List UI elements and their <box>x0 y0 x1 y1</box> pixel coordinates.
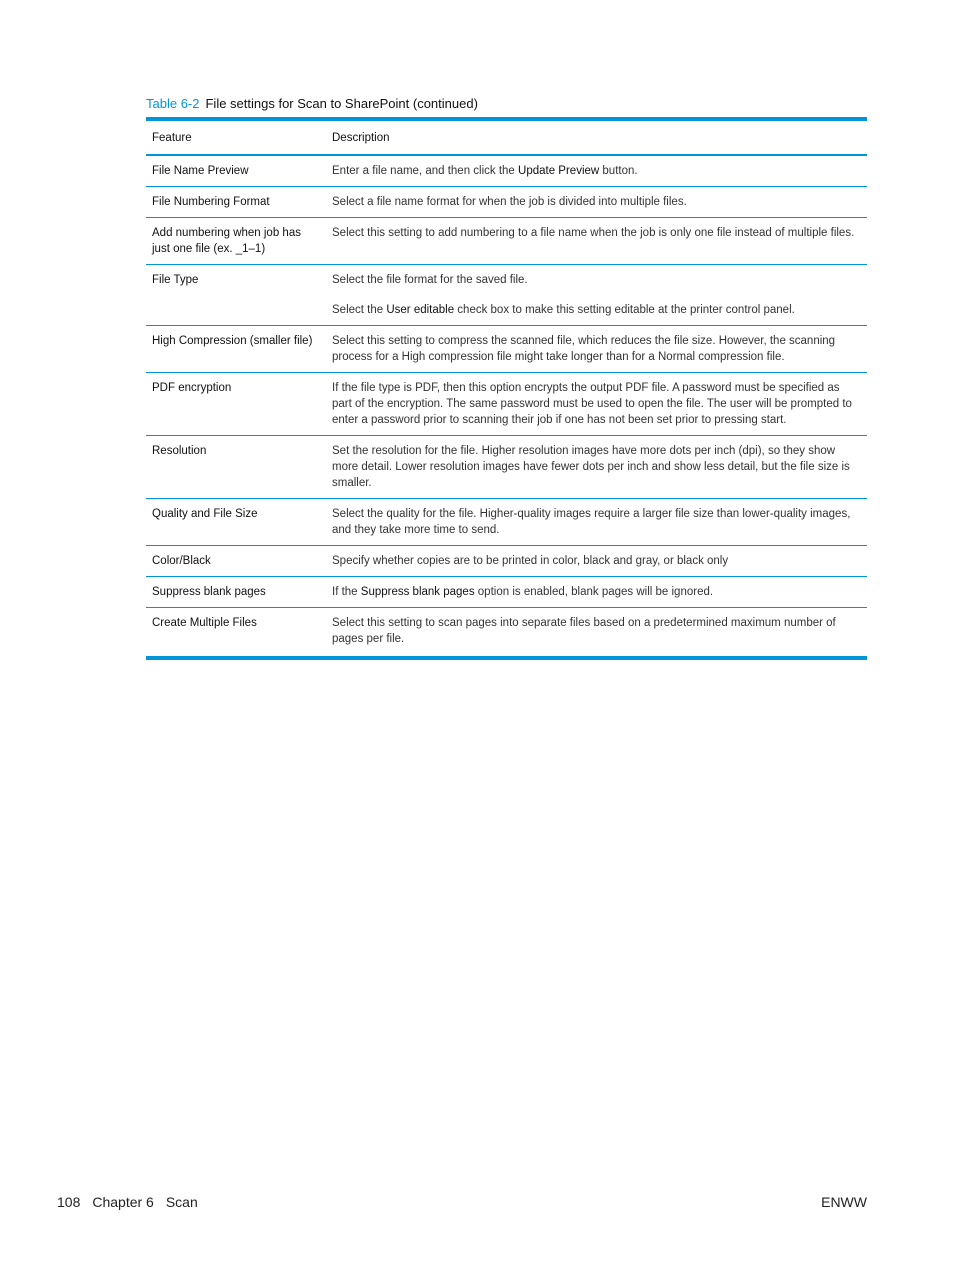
description-text: Select the quality for the file. Higher-quality images require a larger file size than lower-quality images, and they take more time to send. <box>332 508 851 536</box>
feature-cell: File Type <box>146 265 326 326</box>
feature-cell: Color/Black <box>146 546 326 577</box>
table-caption <box>146 96 478 111</box>
feature-cell: Quality and File Size <box>146 499 326 546</box>
table-row <box>146 373 867 436</box>
table-row <box>146 608 867 659</box>
page-footer-left <box>57 1194 198 1210</box>
description-cell <box>326 546 867 577</box>
table-row <box>146 436 867 499</box>
description-text-part: If the <box>332 586 361 598</box>
feature-cell: Add numbering when job has just one file (ex. _1–1) <box>146 218 326 265</box>
description-cell <box>326 265 867 326</box>
description-cell <box>326 218 867 265</box>
table-row <box>146 218 867 265</box>
description-text: Select this setting to add numbering to a file name when the job is only one file instead of multiple files. <box>332 227 855 239</box>
feature-cell: Resolution <box>146 436 326 499</box>
description-cell <box>326 326 867 373</box>
description-cell <box>326 373 867 436</box>
description-text-part: Enter a file name, and then click the <box>332 165 519 177</box>
table-header-row <box>146 119 867 155</box>
description-cell <box>326 155 867 187</box>
ui-element-name: User editable <box>386 304 455 316</box>
table-title: File settings for Scan to SharePoint (continued) <box>205 96 478 111</box>
header-description: Description <box>326 119 867 155</box>
description-text <box>332 584 861 600</box>
description-text-part: button. <box>599 165 638 177</box>
table-row <box>146 577 867 608</box>
table-row <box>146 499 867 546</box>
table-row <box>146 187 867 218</box>
description-cell <box>326 436 867 499</box>
table-number: Table 6-2 <box>146 96 200 111</box>
description-text-part: option is enabled, blank pages will be ignored. <box>474 586 714 598</box>
description-text-part: check box to make this setting editable at the printer control panel. <box>454 304 795 316</box>
description-cell <box>326 608 867 659</box>
description-text-part: Select the <box>332 304 387 316</box>
description-text: Select this setting to compress the scanned file, which reduces the file size. However, the scanning process for a High compression file might take longer than for a Normal compression file. <box>332 335 836 363</box>
table-row <box>146 326 867 373</box>
ui-element-name: Update Preview <box>518 165 600 177</box>
description-text: Specify whether copies are to be printed in color, black and gray, or black only <box>332 555 729 567</box>
description-cell <box>326 499 867 546</box>
feature-cell: PDF encryption <box>146 373 326 436</box>
table-row <box>146 265 867 326</box>
page-footer-right: ENWW <box>821 1194 867 1210</box>
chapter-label: Chapter 6 <box>92 1194 154 1210</box>
description-cell <box>326 187 867 218</box>
description-text: Set the resolution for the file. Higher resolution images have more dots per inch (dpi), so they show more detail. Lower resolution images have fewer dots per inch and show less detail, but the file size is smaller. <box>332 445 850 489</box>
feature-cell: High Compression (smaller file) <box>146 326 326 373</box>
description-text <box>332 302 861 318</box>
file-settings-table <box>146 117 867 660</box>
table-row <box>146 546 867 577</box>
description-cell <box>326 577 867 608</box>
section-label: Scan <box>165 1194 198 1210</box>
header-feature: Feature <box>146 119 326 155</box>
page-number: 108 <box>57 1194 81 1210</box>
ui-element-name: Suppress blank pages <box>360 586 475 598</box>
table-row <box>146 155 867 187</box>
description-text: Select this setting to scan pages into separate files based on a predetermined maximum number of pages per file. <box>332 617 836 645</box>
feature-cell: File Numbering Format <box>146 187 326 218</box>
description-text <box>332 163 861 179</box>
description-text: Select the file format for the saved file. <box>332 274 528 286</box>
description-text: If the file type is PDF, then this option encrypts the output PDF file. A password must be specified as part of the encryption. The same password must be used to open the file. The user will be prompted to enter a password prior to scanning their job if one has not been set prior to pressing start. <box>332 382 852 426</box>
feature-cell: Create Multiple Files <box>152 617 257 629</box>
description-text: Select a file name format for when the job is divided into multiple files. <box>332 196 687 208</box>
feature-cell: Suppress blank pages <box>146 577 326 608</box>
feature-cell: File Name Preview <box>146 155 326 187</box>
